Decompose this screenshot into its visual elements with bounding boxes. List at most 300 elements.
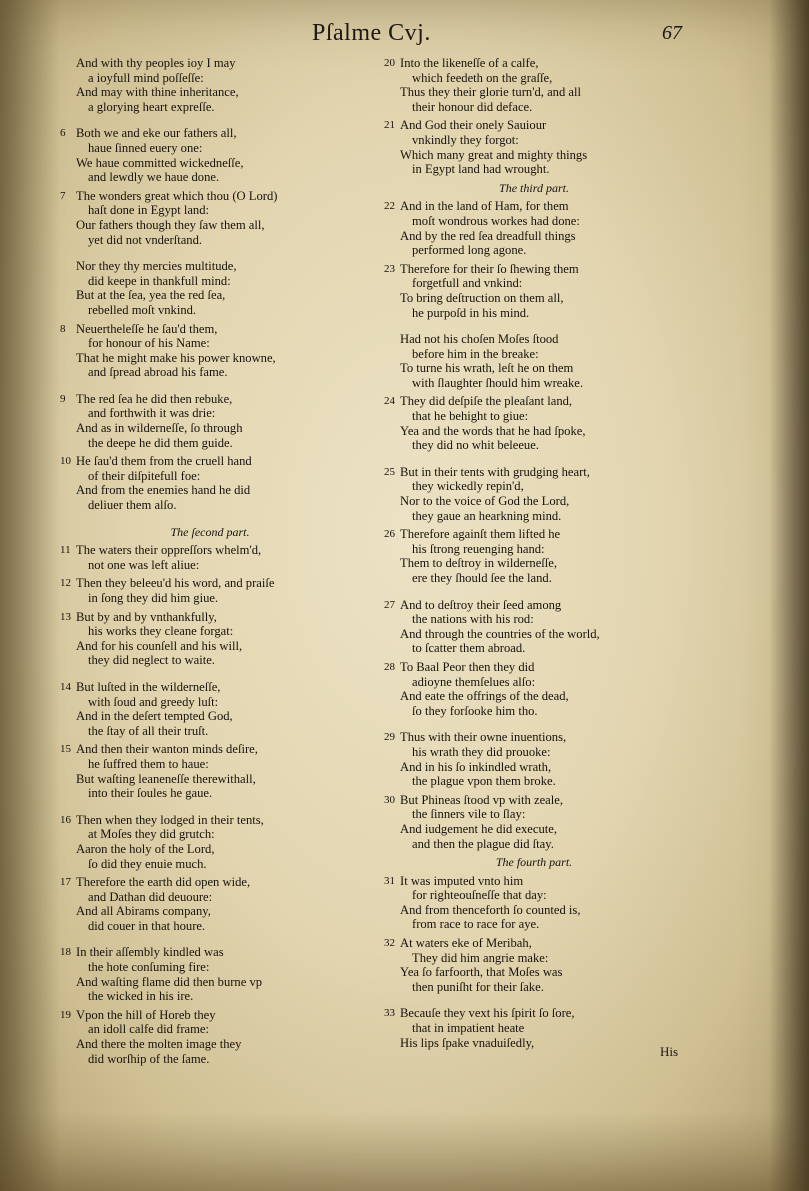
verse	[60, 1008, 360, 1066]
verse-text: and Dathan did deuoure:	[88, 889, 213, 904]
verse	[60, 392, 360, 450]
verse-text: And waſting flame did then burne vp	[76, 974, 263, 989]
verse	[60, 576, 360, 605]
verse-text: Therefore the earth did open wide,	[76, 875, 251, 890]
verse-text: they did no whit beleeue.	[412, 438, 539, 453]
verse-text: But at the ſea, yea the red ſea,	[76, 288, 226, 303]
verse-line	[60, 288, 360, 303]
verse-line	[384, 837, 684, 852]
verse-text: And there the molten image they	[76, 1037, 242, 1052]
running-title: Pſalme Cvj.	[312, 20, 431, 46]
verse-text: And with thy peoples ioy I may	[76, 56, 236, 70]
verse-line	[60, 624, 360, 639]
verse-text: Then when they lodged in their tents,	[76, 812, 264, 827]
verse-text: But in their tents with grudging heart,	[400, 464, 590, 479]
verse-text: the ſtay of all their truſt.	[88, 723, 209, 738]
verse-line	[60, 1052, 360, 1067]
verse-text: It was imputed vnto him	[400, 873, 524, 888]
verse-text: a glorying heart expreſſe.	[88, 99, 215, 114]
verse-line	[60, 639, 360, 654]
verse-text: That he might make his power knowne,	[76, 350, 276, 365]
part-heading: The third part.	[499, 180, 569, 195]
verse-line	[60, 945, 360, 960]
verse-text: And all Abirams company,	[76, 904, 211, 919]
verse-line	[60, 126, 360, 141]
verse-line	[384, 627, 684, 642]
verse-text: Therefore againſt them lifted he	[400, 527, 561, 542]
verse-text: And then their wanton minds deſire,	[76, 742, 258, 757]
verse-line	[384, 262, 684, 277]
verse	[384, 660, 684, 718]
verse-line	[384, 291, 684, 306]
verse-line	[60, 786, 360, 801]
verse-line	[384, 1006, 684, 1021]
verse-text: an idoll calfe did frame:	[88, 1022, 209, 1037]
verse-line	[384, 917, 684, 932]
verse-text: ſo did they enuie much.	[88, 856, 207, 871]
verse-line	[60, 351, 360, 366]
right-column	[384, 56, 684, 1054]
verse-line	[384, 494, 684, 509]
verse-line	[384, 980, 684, 995]
verse-number: 23	[384, 262, 395, 275]
verse-line	[60, 406, 360, 421]
verse	[384, 56, 684, 114]
catchword: His	[660, 1044, 679, 1059]
verse-line	[60, 274, 360, 289]
verse-line	[384, 542, 684, 557]
bottom-edge-stain	[0, 1111, 809, 1191]
verse-line	[60, 724, 360, 739]
verse-number: 14	[60, 680, 71, 693]
verse-text: he purpoſd in his mind.	[412, 305, 530, 320]
verse-line	[384, 465, 684, 480]
verse-line	[384, 571, 684, 586]
verse-number: 13	[60, 610, 71, 623]
verse-line	[60, 904, 360, 919]
verse-line	[60, 757, 360, 772]
verse-text: which feedeth on the graſſe,	[412, 70, 553, 85]
verse-line	[384, 598, 684, 613]
verse-number: 27	[384, 598, 395, 611]
verse-line	[60, 56, 360, 71]
verse-line	[384, 229, 684, 244]
verse-text: At waters eke of Meribah,	[400, 936, 532, 951]
verse-line	[384, 689, 684, 704]
verse-text: deliuer them alſo.	[88, 498, 177, 513]
verse-text: Into the likeneſſe of a calfe,	[400, 56, 539, 70]
verse-text: they did neglect to waite.	[88, 653, 215, 668]
verse-text: And in his ſo inkindled wrath,	[400, 759, 552, 774]
verse-line	[60, 454, 360, 469]
verse-line	[60, 875, 360, 890]
verse-text: did worſhip of the ſame.	[88, 1051, 210, 1066]
verse-line	[384, 793, 684, 808]
verse-number: 11	[60, 544, 71, 557]
verse-line	[60, 85, 360, 100]
verse-line	[60, 919, 360, 934]
verse-line	[60, 857, 360, 872]
verse-text: and lewdly we haue done.	[88, 170, 220, 185]
verse-line	[384, 162, 684, 177]
verse	[384, 527, 684, 585]
verse-line	[60, 709, 360, 724]
verse-text: the hote conſuming fire:	[88, 960, 210, 975]
verse-line	[60, 218, 360, 233]
verse-text: They did deſpiſe the pleaſant land,	[400, 394, 573, 409]
verse-text: before him in the breake:	[412, 346, 539, 361]
verse-number: 22	[384, 200, 395, 213]
verse-number: 21	[384, 119, 395, 132]
verse-line	[384, 527, 684, 542]
verse-text: His lips ſpake vnaduiſedly,	[400, 1035, 535, 1050]
verse	[60, 259, 360, 317]
verse-text: their honour did deface.	[412, 99, 533, 114]
verse-text: The wonders great which thou (O Lord)	[76, 188, 278, 203]
verse-line	[384, 965, 684, 980]
verse-line	[60, 233, 360, 248]
verse-text: Our fathers though they ſaw them all,	[76, 217, 265, 232]
verse-text: and forthwith it was drie:	[88, 406, 216, 421]
verse-text: To bring deſtruction on them all,	[400, 290, 564, 305]
verse-text: And for his counſell and his will,	[76, 638, 243, 653]
verse-line	[384, 56, 684, 71]
verse-text: yet did not vnderſtand.	[88, 232, 203, 247]
verse-text: the ſinners vile to ſlay:	[412, 807, 526, 822]
verse-text: did keepe in thankfull mind:	[88, 273, 231, 288]
verse-text: And by the red ſea dreadfull things	[400, 228, 576, 243]
verse-line	[384, 276, 684, 291]
verse-line	[384, 745, 684, 760]
verse	[60, 945, 360, 1003]
verse-line	[60, 842, 360, 857]
verse-text: from race to race for aye.	[412, 917, 540, 932]
verse-text: But luſted in the wilderneſſe,	[76, 679, 221, 694]
verse-text: And in the deſert tempted God,	[76, 709, 233, 724]
verse-line	[384, 361, 684, 376]
verse-line	[60, 680, 360, 695]
verse-line	[60, 421, 360, 436]
verse-text: for righteouſneſſe that day:	[412, 888, 547, 903]
verse-text: in ſong they did him giue.	[88, 591, 219, 605]
verse	[384, 262, 684, 320]
left-column	[60, 56, 360, 1078]
verse-line	[384, 479, 684, 494]
verse-text: at Moſes they did grutch:	[88, 827, 215, 842]
part-heading: The fourth part.	[495, 855, 573, 870]
verse-text: Them to deſtroy in wilderneſſe,	[400, 556, 558, 571]
verse-number: 9	[60, 392, 66, 405]
verse-text: And may with thine inheritance,	[76, 85, 239, 100]
verse-line	[60, 336, 360, 351]
verse-line	[384, 118, 684, 133]
verse-line	[384, 133, 684, 148]
verse-text: And as in wilderneſſe, ſo through	[76, 421, 243, 436]
verse-text: But waſting leaneneſſe therewithall,	[76, 771, 256, 786]
verse-text: Vpon the hill of Horeb they	[76, 1007, 216, 1022]
verse-text: But Phineas ſtood vp with zeale,	[400, 792, 563, 807]
verse-line	[60, 469, 360, 484]
verse-line	[384, 660, 684, 675]
verse-line	[60, 436, 360, 451]
verse-text: they gaue an hearkning mind.	[412, 508, 562, 523]
verse-text: adioyne themſelues alſo:	[412, 674, 536, 689]
verse-text: Thus with their owne inuentions,	[400, 730, 567, 745]
verse-number: 12	[60, 577, 71, 590]
verse-number: 7	[60, 189, 66, 202]
verse-line	[384, 774, 684, 789]
verse	[60, 543, 360, 572]
verse-line	[384, 148, 684, 163]
verse-line	[60, 772, 360, 787]
verse-text: Which many great and mighty things	[400, 147, 588, 162]
verse-line	[384, 760, 684, 775]
verse-line	[60, 1022, 360, 1037]
verse-number: 16	[60, 813, 71, 826]
verse-text: To Baal Peor then they did	[400, 659, 535, 674]
verse	[60, 610, 360, 668]
verse-text: Nor they thy mercies multitude,	[76, 259, 237, 274]
verse-text: Thus they their glorie turn'd, and all	[400, 85, 581, 100]
verse-line	[384, 612, 684, 627]
verse-line	[384, 438, 684, 453]
verse-text: and ſpread abroad his fame.	[88, 365, 228, 380]
verse-text: Therefore for their ſo ſhewing them	[400, 261, 579, 276]
verse-line	[384, 1036, 684, 1051]
verse-text: ere they ſhould ſee the land.	[412, 571, 552, 585]
verse-line	[384, 394, 684, 409]
verse-text: And through the countries of the world,	[400, 626, 600, 641]
verse-line	[60, 890, 360, 905]
verse	[384, 199, 684, 257]
verse-line	[384, 704, 684, 719]
verse-line	[384, 936, 684, 951]
verse-text: And iudgement he did execute,	[400, 821, 558, 836]
verse-text: and then the plague did ſtay.	[412, 836, 554, 851]
verse-line	[384, 409, 684, 424]
verse-text: Yea ſo farfoorth, that Moſes was	[400, 965, 563, 980]
verse-text: And God their onely Sauiour	[400, 118, 547, 133]
verse-line	[384, 641, 684, 656]
verse-line	[384, 888, 684, 903]
verse-line	[60, 610, 360, 625]
verse-line	[60, 322, 360, 337]
verse-text: for honour of his Name:	[88, 336, 210, 351]
verse-line	[384, 675, 684, 690]
verse-line	[60, 975, 360, 990]
verse-text: haſt done in Egypt land:	[88, 203, 210, 218]
verse	[384, 394, 684, 452]
verse-number: 17	[60, 876, 71, 889]
verse-line	[384, 332, 684, 347]
verse-line	[60, 203, 360, 218]
verse-text: Neuertheleſſe he ſau'd them,	[76, 321, 218, 336]
verse-text: Both we and eke our fathers all,	[76, 126, 237, 141]
verse-text: the plague vpon them broke.	[412, 774, 556, 789]
verse-line	[384, 951, 684, 966]
verse-text: then puniſht for their ſake.	[412, 979, 544, 994]
page-header	[0, 18, 809, 48]
verse-text: And eate the offrings of the dead,	[400, 689, 569, 704]
verse-line	[60, 960, 360, 975]
verse-line	[60, 1037, 360, 1052]
verse	[60, 56, 360, 114]
verse-line	[384, 903, 684, 918]
verse-number: 32	[384, 937, 395, 950]
verse-text: a ioyfull mind poſſeſſe:	[88, 70, 204, 85]
verse-line	[384, 509, 684, 524]
verse-text: And in the land of Ham, for them	[400, 199, 569, 214]
verse-line	[384, 199, 684, 214]
verse-line	[60, 71, 360, 86]
verse-text: forgetfull and vnkind:	[412, 276, 523, 291]
verse	[60, 454, 360, 512]
verse-text: moſt wondrous workes had done:	[412, 213, 580, 228]
verse-text: He ſau'd them from the cruell hand	[76, 454, 252, 469]
verse-line	[60, 189, 360, 204]
verse-line	[384, 347, 684, 362]
verse-line	[384, 556, 684, 571]
verse-line	[60, 259, 360, 274]
verse	[60, 189, 360, 247]
verse-number: 8	[60, 322, 66, 335]
verse-line	[384, 822, 684, 837]
verse	[384, 936, 684, 994]
verse-number: 33	[384, 1007, 395, 1020]
verse-text: into their ſoules he gaue.	[88, 786, 213, 801]
verse-text: did couer in that houre.	[88, 918, 206, 933]
verse-line	[384, 1021, 684, 1036]
verse-text: rebelled moſt vnkind.	[88, 302, 197, 317]
right-edge-shadow	[769, 0, 809, 1191]
verse-line	[384, 376, 684, 391]
verse-text: Had not his choſen Moſes ſtood	[400, 332, 559, 347]
verse-text: that he behight to giue:	[412, 409, 529, 424]
verse-text: he ſuffred them to haue:	[88, 756, 209, 771]
verse-text: Then they beleeu'd his word, and praiſe	[76, 576, 275, 591]
verse-line	[60, 483, 360, 498]
verse-line	[60, 170, 360, 185]
verse-number: 18	[60, 946, 71, 959]
verse-line	[60, 813, 360, 828]
verse-text: with ſlaughter ſhould him wreake.	[412, 375, 584, 390]
verse-line	[384, 100, 684, 115]
verse	[384, 598, 684, 656]
verse-text: the nations with his rod:	[412, 612, 534, 627]
verse-line	[60, 156, 360, 171]
verse-line	[60, 1008, 360, 1023]
verse-number: 15	[60, 743, 71, 756]
verse-text: that in impatient heate	[412, 1021, 525, 1036]
verse-line	[384, 807, 684, 822]
verse-text: The waters their oppreſſors whelm'd,	[76, 543, 262, 558]
verse-number: 26	[384, 528, 395, 541]
part-heading: The ſecond part.	[170, 524, 250, 539]
verse-line	[60, 392, 360, 407]
verse	[384, 793, 684, 851]
verse-text: Nor to the voice of God the Lord,	[400, 494, 570, 509]
verse	[384, 118, 684, 176]
verse-text: They did him angrie make:	[412, 950, 549, 965]
verse-text: the wicked in his ire.	[88, 989, 194, 1004]
verse-text: And from thenceforth ſo counted is,	[400, 902, 581, 917]
verse-text: Yea and the words that he had ſpoke,	[400, 423, 586, 438]
verse-text: In their aſſembly kindled was	[76, 945, 224, 960]
verse-text: But by and by vnthankfully,	[76, 609, 217, 624]
verse-line	[60, 591, 360, 606]
verse-line	[384, 214, 684, 229]
verse-line	[60, 742, 360, 757]
verse	[384, 730, 684, 788]
verse-text: his works they cleane forgat:	[88, 624, 234, 639]
verse-number: 24	[384, 395, 395, 408]
verse-line	[60, 141, 360, 156]
verse	[384, 465, 684, 523]
verse-text: his ſtrong reuenging hand:	[412, 541, 545, 556]
verse-line	[60, 558, 360, 573]
verse-line	[60, 498, 360, 513]
verse-line	[60, 653, 360, 668]
verse-line	[60, 695, 360, 710]
verse-text: ſo they forſooke him tho.	[412, 703, 538, 718]
verse-number: 20	[384, 57, 395, 69]
verse-number: 29	[384, 731, 395, 744]
verse	[60, 322, 360, 380]
verse-line	[60, 303, 360, 318]
verse	[60, 813, 360, 871]
verse-number: 6	[60, 127, 66, 140]
verse-number: 31	[384, 874, 395, 887]
page-number: 67	[662, 22, 682, 44]
verse-number: 10	[60, 455, 71, 468]
verse-number: 25	[384, 465, 395, 478]
verse-text: of their diſpitefull foe:	[88, 468, 201, 483]
verse-line	[60, 827, 360, 842]
verse-line	[384, 243, 684, 258]
verse	[60, 126, 360, 184]
verse-text: vnkindly they forgot:	[412, 132, 519, 147]
left-edge-stain	[0, 0, 60, 1191]
verse-text: And to deſtroy their ſeed among	[400, 597, 562, 612]
verse	[384, 332, 684, 390]
verse-text: not one was left aliue:	[88, 557, 200, 572]
verse-text: with ſoud and greedy luſt:	[88, 694, 219, 709]
verse-number: 28	[384, 660, 395, 673]
verse-text: And from the enemies hand he did	[76, 483, 251, 498]
verse-text: his wrath they did prouoke:	[412, 744, 551, 759]
verse-text: performed long agone.	[412, 243, 527, 258]
verse-number: 30	[384, 793, 395, 806]
verse-text: haue ſinned euery one:	[88, 140, 203, 155]
verse-text: Aaron the holy of the Lord,	[76, 841, 215, 856]
verse-text: to ſcatter them abroad.	[412, 641, 526, 656]
verse-number: 19	[60, 1008, 71, 1021]
verse-line	[384, 306, 684, 321]
verse	[60, 875, 360, 933]
verse	[60, 680, 360, 738]
verse-text: Becauſe they vext his ſpirit ſo ſore,	[400, 1006, 575, 1021]
verse-line	[60, 100, 360, 115]
verse	[384, 874, 684, 932]
verse-line	[60, 365, 360, 380]
verse-text: The red ſea he did then rebuke,	[76, 391, 233, 406]
verse-text: in Egypt land had wrought.	[412, 162, 550, 177]
verse-text: the deepe he did them guide.	[88, 435, 233, 450]
verse-line	[384, 874, 684, 889]
verse-line	[384, 730, 684, 745]
verse-text: We haue committed wickedneſſe,	[76, 155, 244, 170]
verse-line	[60, 543, 360, 558]
